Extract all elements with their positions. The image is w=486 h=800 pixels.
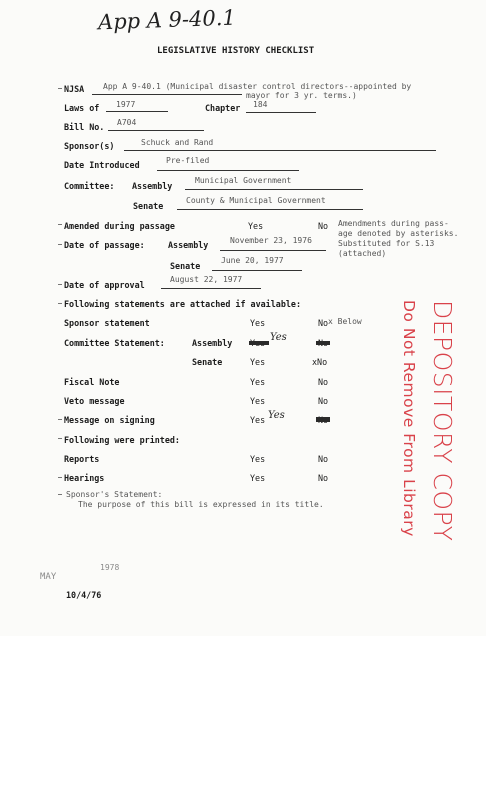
sponsor-statement-yes: Yes — [250, 318, 266, 328]
sponsors-label: Sponsor(s) — [64, 141, 115, 151]
sponsor-statement-no: No — [318, 318, 329, 328]
amended-note-line4: (attached) — [338, 249, 387, 258]
chapter-underline — [246, 112, 316, 113]
depository-stamp — [390, 300, 470, 542]
committee-assembly-no-strike — [316, 341, 330, 345]
margin-tick — [58, 494, 62, 495]
committee-label: Committee: — [64, 181, 115, 191]
footer-date: 10/4/76 — [66, 590, 102, 600]
message-signing-yes: Yes — [250, 415, 266, 425]
passage-senate-value: June 20, 1977 — [221, 256, 284, 265]
njsa-label: NJSA — [64, 84, 85, 94]
sponsor-statement-note: x Below — [328, 317, 362, 326]
committee-assembly-label: Assembly — [132, 181, 173, 191]
hearings-no: No — [318, 473, 329, 483]
amended-label: Amended during passage — [64, 221, 175, 231]
bill-no-label: Bill No. — [64, 122, 105, 132]
handwritten-header: App A 9-40.1 — [97, 5, 237, 35]
sponsor-stmt-text: The purpose of this bill is expressed in its title. — [78, 500, 324, 509]
margin-tick — [58, 477, 62, 478]
sponsor-statement-label: Sponsor statement — [64, 318, 150, 328]
fiscal-note-label: Fiscal Note — [64, 377, 120, 387]
amended-yes: Yes — [248, 221, 264, 231]
passage-label: Date of passage: — [64, 240, 145, 250]
message-signing-no-strike — [316, 417, 330, 422]
passage-senate-label: Senate — [170, 261, 201, 271]
sponsors-underline — [124, 150, 436, 151]
hearings-label: Hearings — [64, 473, 105, 483]
sponsor-stmt-label: Sponsor's Statement: — [66, 490, 163, 499]
committee-assembly-value: Municipal Government — [195, 176, 292, 185]
committee-senate-yes: Yes — [250, 357, 266, 367]
committee-senate-value: County & Municipal Government — [186, 196, 326, 205]
date-introduced-label: Date Introduced — [64, 160, 140, 170]
committee-assembly-underline — [185, 189, 363, 190]
printed-header: Following were printed: — [64, 435, 180, 445]
njsa-value-line1: App A 9-40.1 (Municipal disaster control directors--appointed by — [103, 82, 412, 91]
approval-value: August 22, 1977 — [170, 275, 243, 284]
njsa-underline — [92, 94, 242, 95]
sponsors-value: Schuck and Rand — [141, 138, 214, 147]
chapter-value: 184 — [253, 100, 268, 109]
chapter-label: Chapter — [205, 103, 241, 113]
njsa-value-line2: mayor for 3 yr. terms.) — [246, 91, 357, 100]
reports-label: Reports — [64, 454, 100, 464]
hearings-yes: Yes — [250, 473, 266, 483]
reports-no: No — [318, 454, 329, 464]
margin-tick — [58, 303, 62, 304]
message-signing-label: Message on signing — [64, 415, 155, 425]
attached-header: Following statements are attached if available: — [64, 299, 301, 309]
bill-no-underline — [108, 130, 204, 131]
footer-stamp-year: 1978 — [100, 563, 120, 572]
stamp-line-2: Do Not Remove From Library — [400, 300, 418, 537]
committee-assembly-handwritten: Yes — [270, 332, 287, 343]
reports-yes: Yes — [250, 454, 266, 464]
margin-tick — [58, 224, 62, 225]
footer-stamp: MAY — [40, 572, 57, 582]
passage-senate-underline — [212, 270, 302, 271]
stamp-line-1: DEPOSITORY COPY — [428, 300, 457, 542]
margin-tick — [58, 419, 62, 420]
message-signing-handwritten: Yes — [268, 410, 285, 421]
passage-assembly-label: Assembly — [168, 240, 209, 250]
passage-assembly-underline — [220, 250, 326, 251]
margin-tick — [58, 284, 62, 285]
committee-statement-assembly-label: Assembly — [192, 338, 233, 348]
fiscal-note-yes: Yes — [250, 377, 266, 387]
committee-senate-no: xNo — [312, 357, 328, 367]
margin-tick — [58, 88, 62, 89]
laws-of-value: 1977 — [116, 100, 136, 109]
bill-no-value: A704 — [117, 118, 137, 127]
date-introduced-value: Pre-filed — [166, 156, 210, 165]
approval-underline — [161, 288, 261, 289]
margin-tick — [58, 438, 62, 439]
laws-of-underline — [106, 111, 168, 112]
amended-note-line1: Amendments during pass- — [338, 219, 449, 228]
committee-statement-label: Committee Statement: — [64, 338, 165, 348]
committee-senate-underline — [177, 209, 363, 210]
committee-senate-label: Senate — [133, 201, 164, 211]
date-introduced-underline — [157, 170, 299, 171]
veto-message-label: Veto message — [64, 396, 125, 406]
amended-no: No — [318, 221, 329, 231]
approval-label: Date of approval — [64, 280, 145, 290]
committee-assembly-yes-strike — [249, 341, 269, 345]
veto-message-no: No — [318, 396, 329, 406]
veto-message-yes: Yes — [250, 396, 266, 406]
committee-statement-senate-label: Senate — [192, 357, 223, 367]
fiscal-note-no: No — [318, 377, 329, 387]
amended-note-line3: Substituted for S.13 — [338, 239, 435, 248]
passage-assembly-value: November 23, 1976 — [230, 236, 312, 245]
laws-of-label: Laws of — [64, 103, 100, 113]
margin-tick — [58, 244, 62, 245]
page-title: LEGISLATIVE HISTORY CHECKLIST — [157, 46, 315, 56]
amended-note-line2: age denoted by asterisks. — [338, 229, 459, 238]
